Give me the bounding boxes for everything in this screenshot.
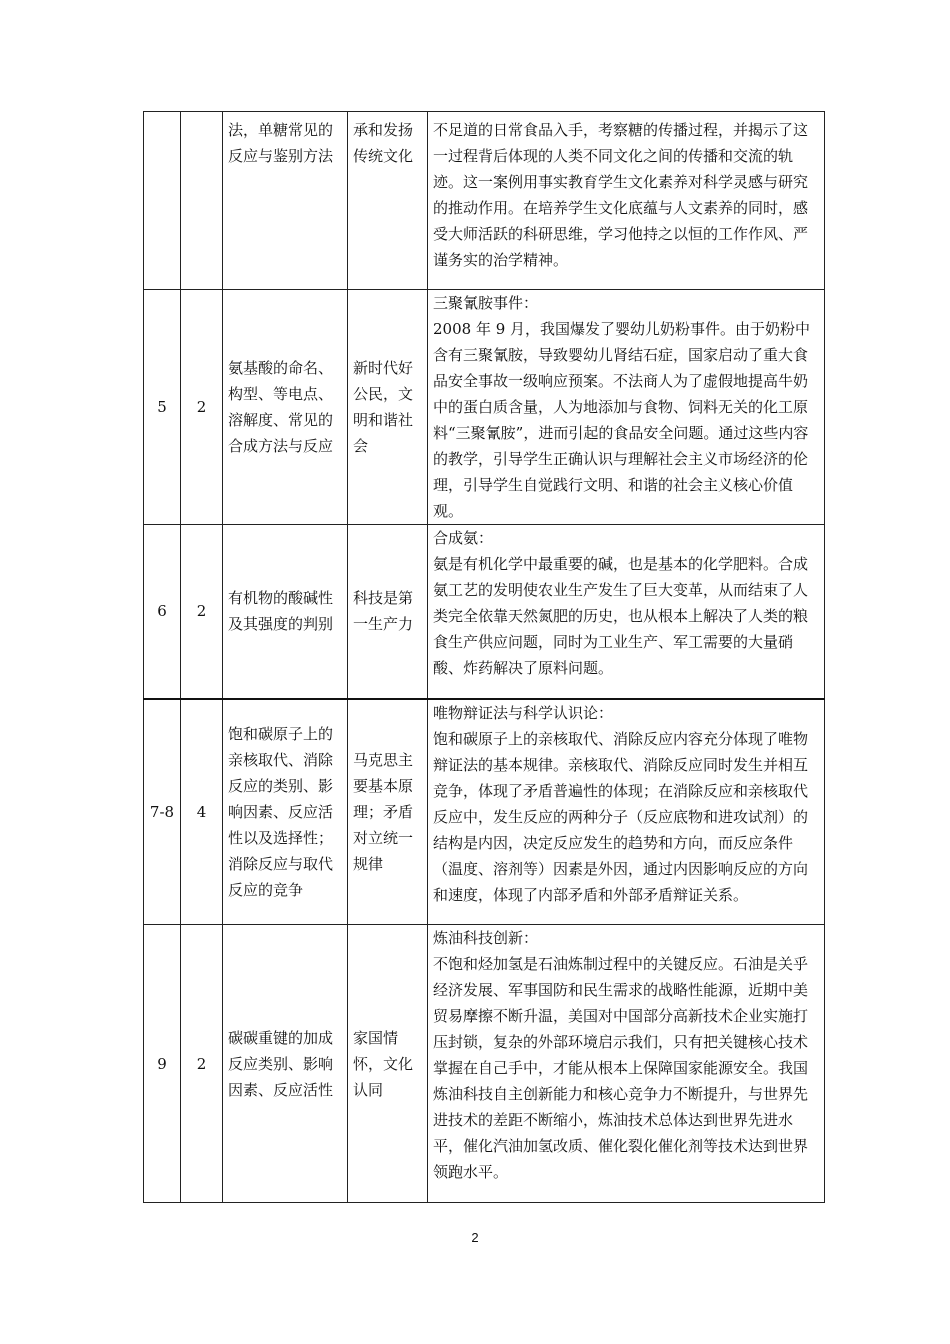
table-row xyxy=(144,525,825,699)
topic-cell: 饱和碳原子上的亲核取代、消除反应的类别、影响因素、反应活性以及选择性；消除反应与取代反应的竞争 xyxy=(223,699,348,925)
ideology-element-cell: 马克思主要基本原理；矛盾对立统一规律 xyxy=(348,699,428,925)
ideology-element-cell: 新时代好公民，文明和谐社会 xyxy=(348,290,428,525)
table-row xyxy=(144,290,825,525)
case-description-cell xyxy=(428,699,825,925)
page-number: 2 xyxy=(471,1230,479,1245)
table-row xyxy=(144,699,825,925)
case-title: 合成氨： xyxy=(433,529,494,547)
case-text: 不饱和烃加氢是石油炼制过程中的关键反应。石油是关乎经济发展、军事国防和民生需求的战略性能源，近期中美贸易摩擦不断升温，美国对中国部分高新技术企业实施打压封锁，复杂的外部环境启示我们，只有把关键核心技术掌握在自己手中，才能从根本上保障国家能源安全。我国炼油科技自主创新能力和核心竞争力不断提升，与世界先进技术的差距不断缩小，炼油技术总体达到世界先进水平，催化汽油加氢改质、催化裂化催化剂等技术达到世界领跑水平。 xyxy=(433,955,809,1181)
topic-cell: 氨基酸的命名、构型、等电点、溶解度、常见的合成方法与反应 xyxy=(223,290,348,525)
hours-cell: 2 xyxy=(181,925,223,1203)
hours-cell: 2 xyxy=(181,525,223,699)
case-description-cell xyxy=(428,925,825,1203)
case-description-cell xyxy=(428,112,825,290)
case-description-cell xyxy=(428,525,825,699)
table-row xyxy=(144,925,825,1203)
week-cell: 9 xyxy=(144,925,181,1203)
case-text: 不足道的日常食品入手，考察糖的传播过程，并揭示了这一过程背后体现的人类不同文化之间的传播和交流的轨迹。这一案例用事实教育学生文化素养对科学灵感与研究的推动作用。在培养学生文化底蕴与人文素养的同时，感受大师活跃的科研思维，学习他持之以恒的工作作风、严谨务实的治学精神。 xyxy=(433,121,809,269)
ideology-element-cell: 承和发扬传统文化 xyxy=(348,112,428,290)
topic-cell: 碳碳重键的加成反应类别、影响因素、反应活性 xyxy=(223,925,348,1203)
case-title: 炼油科技创新： xyxy=(433,929,539,947)
hours-cell: 2 xyxy=(181,290,223,525)
case-description-cell xyxy=(428,290,825,525)
case-title: 唯物辩证法与科学认识论： xyxy=(433,703,614,722)
case-title: 三聚氰胺事件： xyxy=(433,294,539,312)
topic-cell: 有机物的酸碱性及其强度的判别 xyxy=(223,525,348,699)
ideology-element-cell: 科技是第一生产力 xyxy=(348,525,428,699)
week-cell xyxy=(144,112,181,290)
hours-cell xyxy=(181,112,223,290)
case-text: 饱和碳原子上的亲核取代、消除反应内容充分体现了唯物辩证法的基本规律。亲核取代、消除反应同时发生并相互竞争，体现了矛盾普遍性的体现；在消除反应和亲核取代反应中，发生反应的两种分子（反应底物和进攻试剂）的结构是内因，决定反应发生的趋势和方向，而反应条件（温度、溶剂等）因素是外因，通过内因影响反应的方向和速度，体现了内部矛盾和外部矛盾辩证关系。 xyxy=(433,729,809,904)
case-text: 2008 年 9 月，我国爆发了婴幼儿奶粉事件。由于奶粉中含有三聚氰胺，导致婴幼儿肾结石症，国家启动了重大食品安全事故一级响应预案。不法商人为了虚假地提高牛奶中的蛋白质含量，人为地添加与食物、饲料无关的化工原料“三聚氰胺”，进而引起的食品安全问题。通过这些内容的教学，引导学生正确认识与理解社会主义市场经济的伦理，引导学生自觉践行文明、和谐的社会主义核心价值观。 xyxy=(433,320,811,520)
ideology-element-cell: 家国情怀，文化认同 xyxy=(348,925,428,1203)
week-cell: 6 xyxy=(144,525,181,699)
week-cell: 5 xyxy=(144,290,181,525)
topic-cell: 法，单糖常见的反应与鉴别方法 xyxy=(223,112,348,290)
table-row xyxy=(144,112,825,290)
course-ideology-table xyxy=(143,111,825,1203)
hours-cell: 4 xyxy=(181,699,223,925)
week-cell: 7-8 xyxy=(144,699,181,925)
case-text: 氨是有机化学中最重要的碱，也是基本的化学肥料。合成氨工艺的发明使农业生产发生了巨大变革，从而结束了人类完全依靠天然氮肥的历史，也从根本上解决了人类的粮食生产供应问题，同时为工业生产、军工需要的大量硝酸、炸药解决了原料问题。 xyxy=(433,555,809,677)
